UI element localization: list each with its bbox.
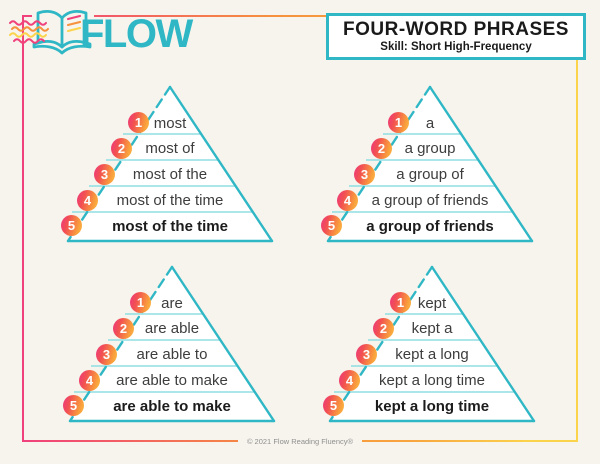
page-title: FOUR-WORD PHRASES (343, 19, 569, 40)
row-number-badge: 2 (113, 318, 134, 339)
phrase-text: are able to (136, 345, 208, 363)
pyramid-top-left (65, 84, 275, 244)
phrase-text: kept a long time (374, 397, 490, 415)
pyramid-row (67, 394, 277, 418)
phrase-text: kept a long (395, 345, 469, 363)
row-number-badge: 1 (128, 112, 149, 133)
row-number-badge: 4 (337, 190, 358, 211)
phrase-text: kept (417, 294, 447, 312)
phrase-text: a group of friends (371, 191, 489, 209)
row-number-badge: 4 (79, 370, 100, 391)
phrase-text: a (425, 114, 435, 132)
phrase-text: are able to make (116, 371, 228, 389)
pyramid-row (67, 291, 277, 315)
row-number-badge: 1 (130, 292, 151, 313)
phrase-text: most of the time (112, 217, 228, 235)
phrase-text: a group of (396, 165, 464, 183)
phrase-text: a group of friends (366, 217, 494, 235)
skill-subtitle: Skill: Short High-Frequency (380, 41, 532, 53)
row-number-badge: 5 (61, 215, 82, 236)
pyramid-row (65, 136, 275, 160)
row-number-badge: 1 (388, 112, 409, 133)
row-number-badge: 4 (339, 370, 360, 391)
pyramid-row (325, 214, 535, 238)
phrase-text: kept a long time (379, 371, 485, 389)
row-number-badge: 5 (323, 395, 344, 416)
pyramid-row (327, 316, 537, 340)
title-box (326, 13, 586, 60)
phrase-text: are able (144, 319, 200, 337)
pyramid-row (65, 214, 275, 238)
copyright-text: © 2021 Flow Reading Fluency® (238, 437, 362, 446)
row-number-badge: 2 (111, 138, 132, 159)
pyramid-bottom-right (327, 264, 537, 424)
row-number-badge: 3 (96, 344, 117, 365)
row-number-badge: 2 (373, 318, 394, 339)
row-number-badge: 3 (354, 164, 375, 185)
pyramid-bottom-left (67, 264, 277, 424)
pyramid-row (325, 136, 535, 160)
brand-name: FLOW (80, 12, 192, 56)
phrase-text: are able to make (113, 397, 231, 415)
pyramid-top-right (325, 84, 535, 244)
row-number-badge: 4 (77, 190, 98, 211)
phrase-text: most of the (132, 165, 208, 183)
row-number-badge: 5 (321, 215, 342, 236)
row-number-badge: 2 (371, 138, 392, 159)
row-number-badge: 3 (356, 344, 377, 365)
pyramid-row (67, 316, 277, 340)
phrase-text: most of the time (116, 191, 224, 209)
phrase-text: are (161, 294, 183, 312)
footer (0, 431, 600, 449)
phrase-text: kept a (411, 319, 453, 337)
pyramid-row (325, 111, 535, 135)
pyramid-row (327, 291, 537, 315)
row-number-badge: 5 (63, 395, 84, 416)
phrase-text: most (153, 114, 187, 132)
phrase-text: a group (404, 139, 456, 157)
pyramid-row (327, 394, 537, 418)
row-number-badge: 1 (390, 292, 411, 313)
phrase-text: most of (145, 139, 195, 157)
row-number-badge: 3 (94, 164, 115, 185)
pyramid-row (65, 111, 275, 135)
